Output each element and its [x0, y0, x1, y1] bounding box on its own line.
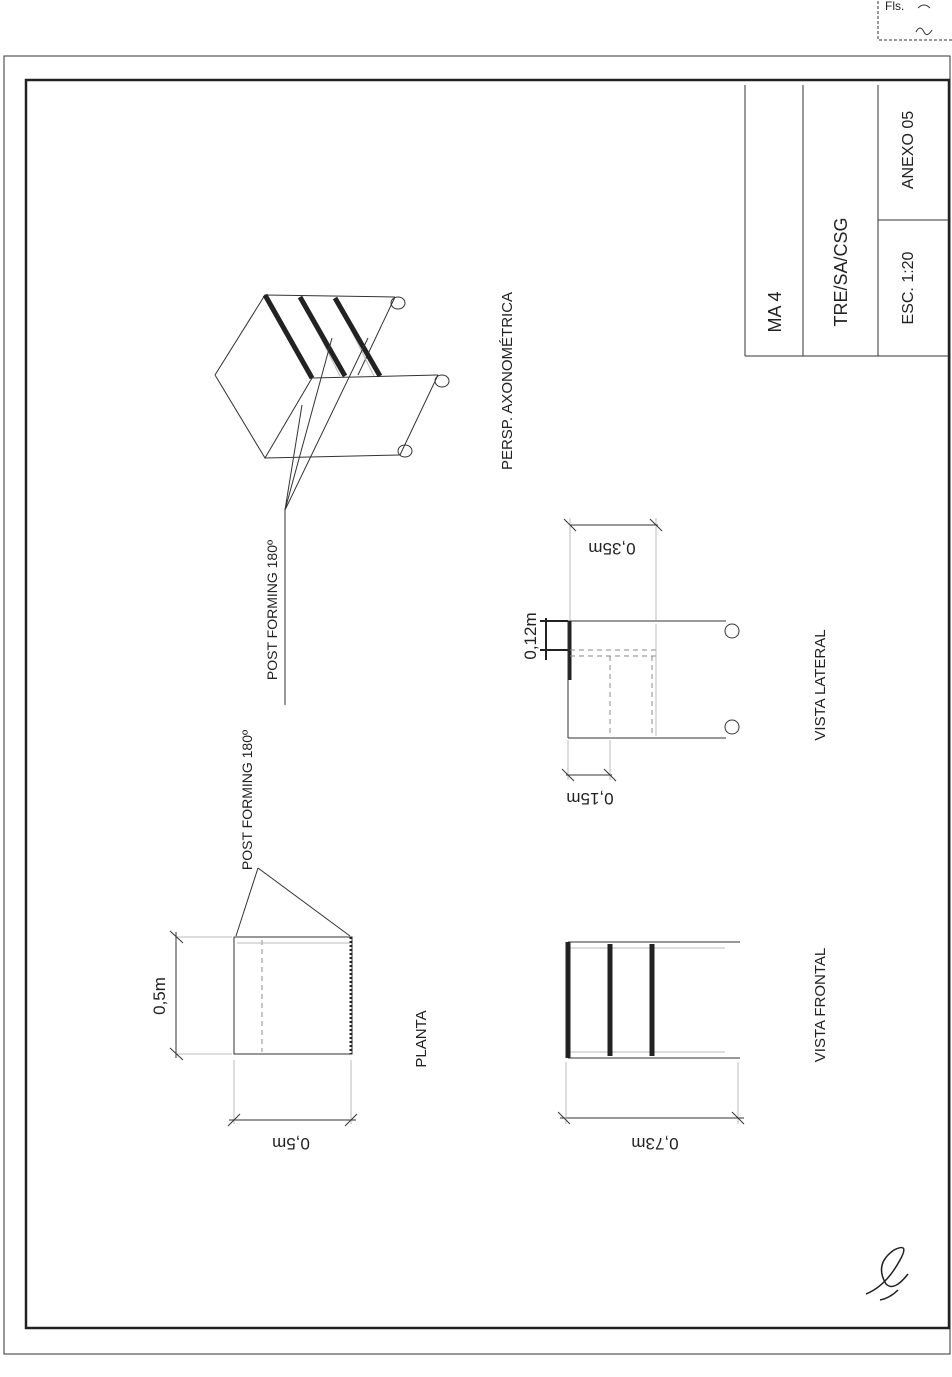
- title-scale: ESC. 1:20: [900, 251, 917, 325]
- lateral-view: [521, 518, 829, 808]
- title-ma: MA 4: [765, 291, 785, 333]
- planta-dim-horizontal: 0,5m: [272, 1134, 310, 1153]
- title-org: TRE/SA/CSG: [831, 217, 851, 327]
- planta-note: POST FORMING 180º: [239, 729, 255, 871]
- planta-view: [150, 730, 430, 1153]
- title-block: [745, 85, 949, 356]
- frontal-dim: 0,73m: [631, 1134, 679, 1153]
- frontal-label: VISTA FRONTAL: [812, 947, 829, 1063]
- persp-label: PERSP. AXONOMÉTRICA: [499, 291, 516, 471]
- stamp-text: Fls.: [885, 0, 905, 13]
- title-annex: ANEXO 05: [900, 110, 917, 190]
- stamp: [878, 0, 952, 40]
- outer-border: [4, 56, 950, 1354]
- planta-dim-vertical: 0,5m: [150, 977, 169, 1015]
- frontal-view: [558, 942, 829, 1153]
- lateral-label: VISTA LATERAL: [812, 629, 829, 741]
- lateral-dim-drawer: 0,12m: [521, 612, 540, 660]
- lateral-dim-top: 0,35m: [588, 539, 636, 558]
- persp-note: POST FORMING 180º: [264, 539, 280, 681]
- persp-view: [215, 292, 516, 705]
- planta-label: PLANTA: [413, 1010, 430, 1068]
- lateral-dim-bottom: 0,15m: [566, 789, 614, 808]
- inner-border: [26, 80, 949, 1328]
- signature-mark: [866, 1248, 908, 1300]
